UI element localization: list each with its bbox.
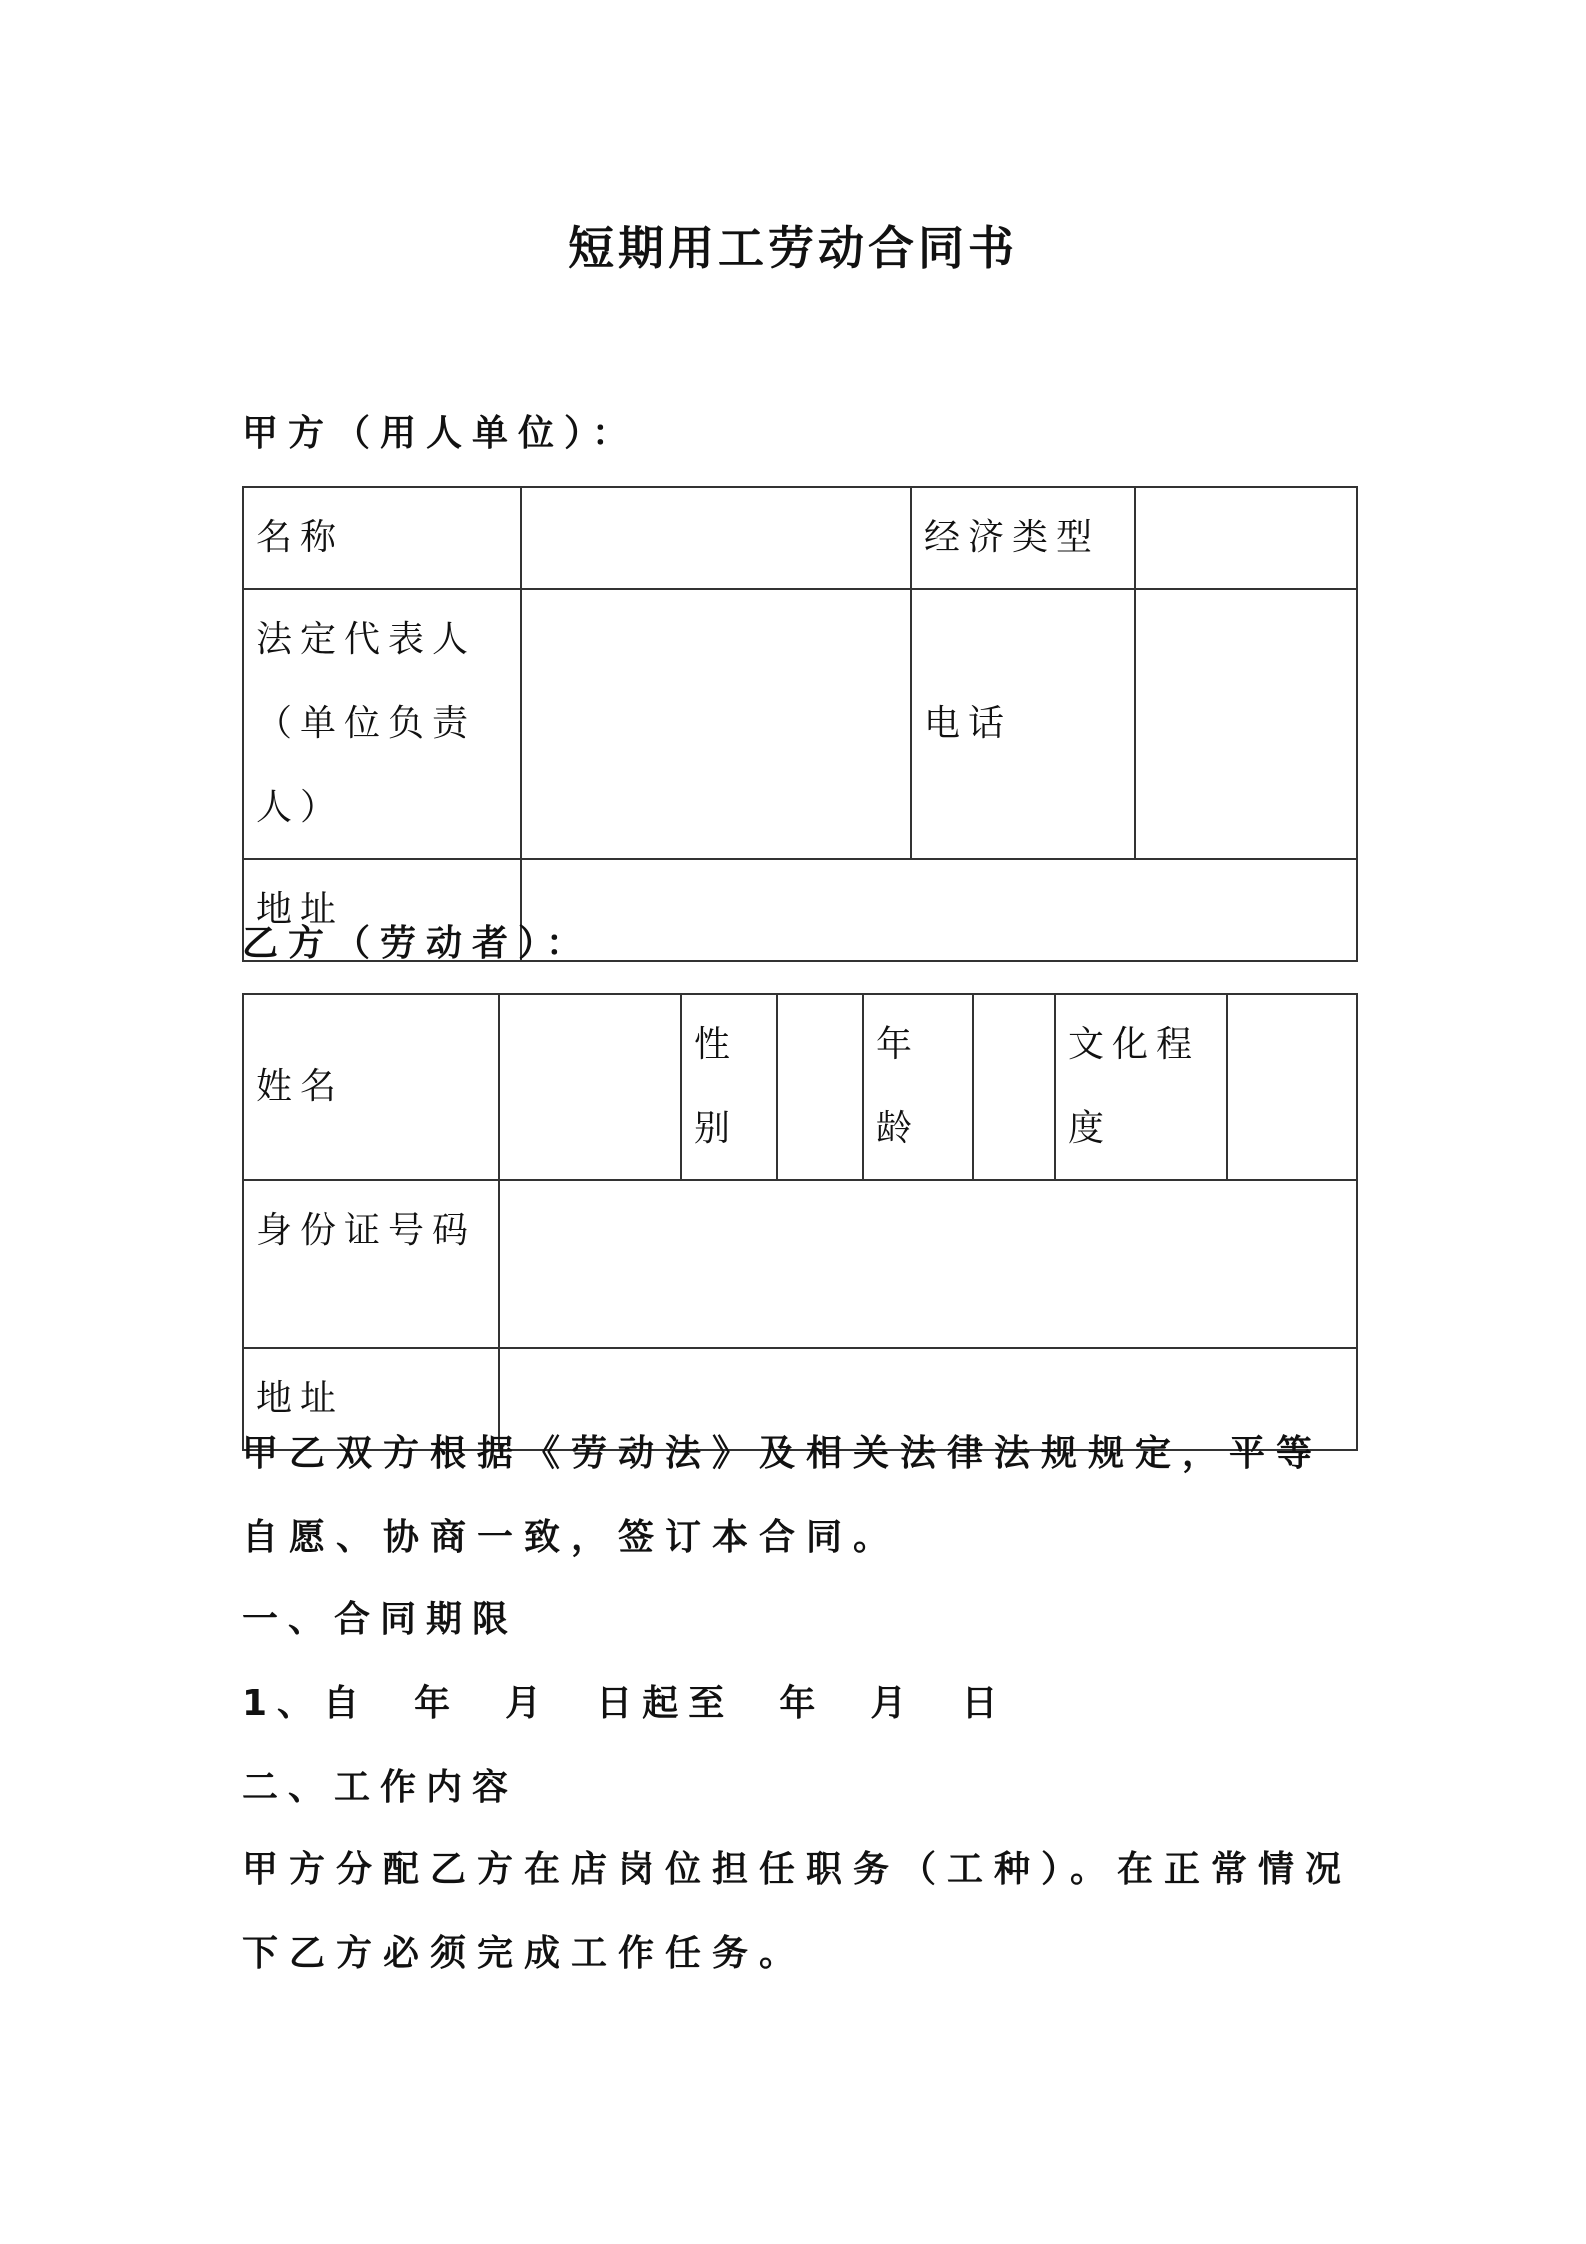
party-b-heading: 乙方（劳动者）： <box>242 923 593 964</box>
party-a-heading: 甲方（用人单位）： <box>242 413 639 454</box>
party-b-name-field[interactable] <box>499 994 681 1180</box>
section-2-heading: 二、工作内容 <box>242 1767 519 1808</box>
contract-term-line: 1、自 年 月 日起至 年 月 日 <box>242 1683 1008 1724</box>
document-title: 短期用工劳动合同书 <box>568 221 1018 275</box>
party-a-phone-label: 电话 <box>911 589 1135 859</box>
party-a-address-label: 地址 <box>243 859 521 961</box>
section-1-heading: 一、合同期限 <box>242 1599 519 1640</box>
party-b-education-label: 文化程度 <box>1055 994 1227 1180</box>
party-a-econ-type-field[interactable] <box>1135 487 1357 589</box>
party-a-name-label: 名称 <box>243 487 521 589</box>
party-b-address-label: 地址 <box>243 1348 499 1450</box>
party-a-econ-type-label: 经济类型 <box>911 487 1135 589</box>
party-b-id-field[interactable] <box>499 1180 1357 1348</box>
party-a-legal-rep-field[interactable] <box>521 589 911 859</box>
party-b-gender-field[interactable] <box>777 994 863 1180</box>
work-content-paragraph: 甲方分配乙方在店岗位担任职务（工种）。在正常情况下乙方必须完成工作任务。 <box>242 1849 1353 1974</box>
intro-paragraph: 甲乙双方根据《劳动法》及相关法律法规规定，平等自愿、协商一致，签订本合同。 <box>242 1433 1324 1558</box>
party-a-address-field[interactable] <box>521 859 1357 961</box>
party-a-phone-field[interactable] <box>1135 589 1357 859</box>
party-b-age-label: 年龄 <box>863 994 973 1180</box>
party-b-table <box>242 993 1358 1451</box>
party-b-education-field[interactable] <box>1227 994 1357 1180</box>
party-a-name-field[interactable] <box>521 487 911 589</box>
party-b-gender-label: 性别 <box>681 994 777 1180</box>
party-b-age-field[interactable] <box>973 994 1055 1180</box>
party-a-table <box>242 486 1358 962</box>
party-a-legal-rep-label: 法定代表人（单位负责人） <box>243 589 521 859</box>
party-b-id-label: 身份证号码 <box>243 1180 499 1348</box>
party-b-name-label: 姓名 <box>243 994 499 1180</box>
